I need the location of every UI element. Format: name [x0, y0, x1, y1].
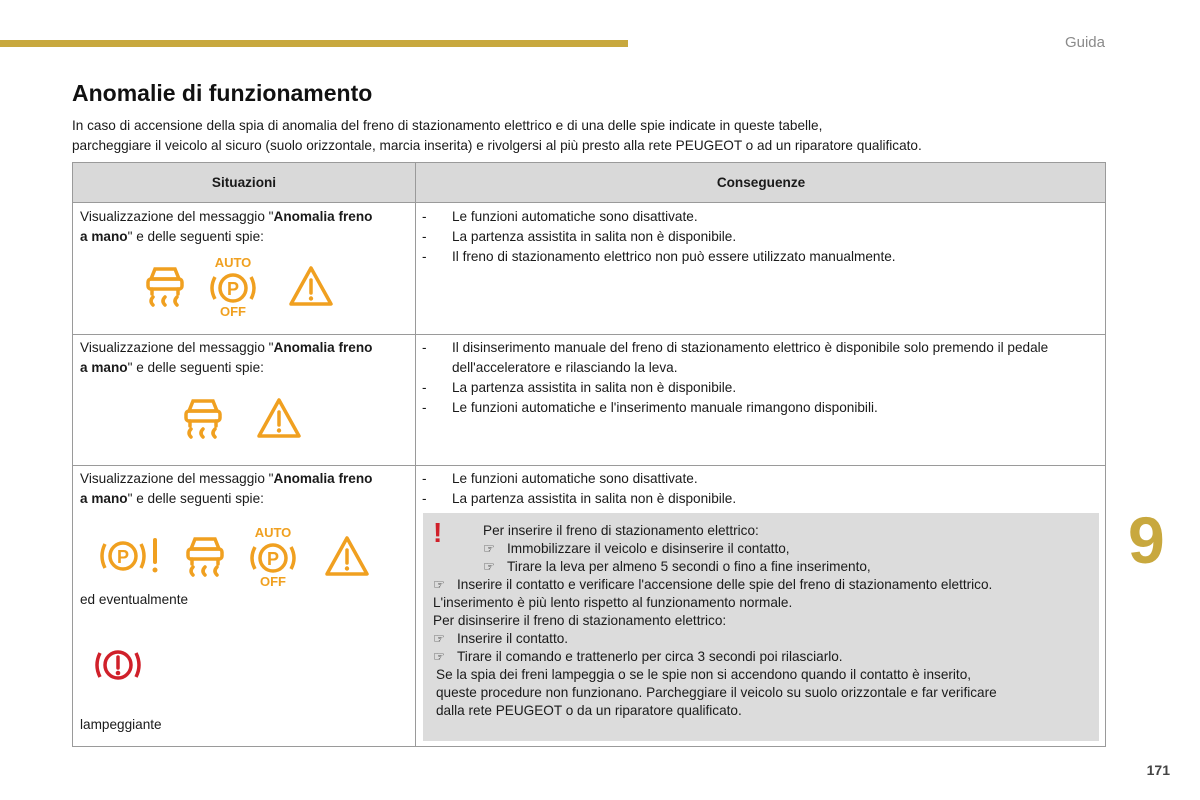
- section-label: Guida: [1064, 34, 1105, 51]
- note-step: ☞ Immobilizzare il veicolo e disinserire il contatto,: [483, 541, 790, 556]
- consequence-item: - La partenza assistita in salita non è disponibile.: [422, 227, 1086, 247]
- svg-text:OFF: OFF: [260, 574, 286, 587]
- auto-parking-brake-off-icon: [247, 525, 299, 587]
- brake-alert-light: [93, 643, 143, 687]
- note-line: L'inserimento è più lento rispetto al funzionamento normale.: [433, 595, 793, 610]
- consequence-item: - La partenza assistita in salita non è disponibile.: [422, 378, 1086, 398]
- page-title: Anomalie di funzionamento: [72, 80, 373, 106]
- table-header: [73, 163, 1105, 203]
- svg-text:OFF: OFF: [220, 304, 246, 317]
- esp-skid-icon: [181, 395, 225, 441]
- consequences-list-1: [422, 207, 1086, 267]
- warning-triangle-icon: [323, 534, 371, 578]
- header-accent-bar: [0, 40, 628, 47]
- warning-lights-row-2: [181, 395, 303, 441]
- consequence-item: - Le funzioni automatiche sono disattivate.: [422, 207, 1086, 227]
- procedure-note: [423, 513, 1099, 741]
- note-line: queste procedure non funzionano. Parcheggiare il veicolo su suolo orizzontale e far verificare: [436, 685, 997, 700]
- optional-label: ed eventualmente: [80, 592, 189, 607]
- note-step: ☞ Inserire il contatto.: [433, 631, 569, 646]
- consequence-item: - Le funzioni automatiche sono disattivate.: [422, 469, 1086, 489]
- warning-triangle-icon: [287, 264, 335, 308]
- intro-line: parcheggiare il veicolo al sicuro (suolo orizzontale, marcia inserita) e rivolgersi al più presto alla rete PEUGEOT o ad un riparatore qualificato.: [72, 138, 922, 153]
- malfunction-table: [72, 162, 1106, 747]
- consequences-list-2: [422, 338, 1086, 418]
- row-divider: [73, 334, 1105, 335]
- svg-text:AUTO: AUTO: [214, 255, 252, 270]
- note-line: Per disinserire il freno di stazionamento elettrico:: [433, 613, 727, 628]
- warning-mark-icon: !: [433, 517, 443, 548]
- auto-parking-brake-off-icon: [207, 255, 259, 317]
- page-number: 171: [1146, 762, 1170, 778]
- hand-pointer-icon: ☞: [433, 577, 446, 592]
- consequences-list-3: [422, 469, 1086, 509]
- svg-text:AUTO: AUTO: [254, 525, 292, 540]
- hand-pointer-icon: ☞: [483, 541, 496, 556]
- intro-line: In caso di accensione della spia di anomalia del freno di stazionamento elettrico e di una delle spie indicate in queste tabelle,: [72, 118, 823, 133]
- warning-lights-row-3: [99, 525, 371, 587]
- chapter-number: 9: [1128, 503, 1165, 577]
- warning-triangle-icon: [255, 396, 303, 440]
- situation-text: Visualizzazione del messaggio "Anomalia freno a mano" e delle seguenti spie:: [80, 209, 373, 244]
- warning-lights-row-1: [143, 255, 335, 317]
- header-consequences: Conseguenze: [716, 175, 806, 190]
- hand-pointer-icon: ☞: [433, 631, 446, 646]
- note-line: dalla rete PEUGEOT o da un riparatore qualificato.: [436, 703, 742, 718]
- esp-skid-icon: [183, 533, 227, 579]
- column-divider: [415, 163, 416, 746]
- row-divider: [73, 465, 1105, 466]
- consequence-item: - Le funzioni automatiche e l'inserimento manuale rimangono disponibili.: [422, 398, 1086, 418]
- esp-skid-icon: [143, 263, 187, 309]
- header-situations: Situazioni: [211, 175, 277, 190]
- note-step: ☞ Tirare la leva per almeno 5 secondi o fino a fine inserimento,: [483, 559, 871, 574]
- brake-system-alert-icon: [93, 643, 143, 687]
- intro-paragraph: [72, 116, 1132, 156]
- situation-text: Visualizzazione del messaggio "Anomalia freno a mano" e delle seguenti spie:: [80, 340, 373, 375]
- note-step: ☞ Tirare il comando e trattenerlo per circa 3 secondi poi rilasciarlo.: [433, 649, 843, 664]
- parking-brake-fault-icon: [99, 534, 163, 578]
- svg-text:P: P: [226, 279, 240, 299]
- consequence-item: - La partenza assistita in salita non è disponibile.: [422, 489, 1086, 509]
- note-line: Per inserire il freno di stazionamento elettrico:: [483, 523, 759, 538]
- consequence-item: - Il disinserimento manuale del freno di stazionamento elettrico è disponibile solo premendo il pedale dell'acceleratore e rilasciando la leva.: [422, 338, 1086, 378]
- consequence-item: - Il freno di stazionamento elettrico non può essere utilizzato manualmente.: [422, 247, 1086, 267]
- hand-pointer-icon: ☞: [433, 649, 446, 664]
- situation-text: Visualizzazione del messaggio "Anomalia freno a mano" e delle seguenti spie:: [80, 471, 373, 506]
- hand-pointer-icon: ☞: [483, 559, 496, 574]
- flashing-label: lampeggiante: [80, 717, 162, 732]
- note-line: Se la spia dei freni lampeggia o se le spie non si accendono quando il contatto è inserito,: [436, 667, 972, 682]
- svg-text:P: P: [116, 547, 130, 567]
- note-step: ☞ Inserire il contatto e verificare l'accensione delle spie del freno di stazionamento elettrico.: [433, 577, 993, 592]
- svg-text:P: P: [266, 549, 280, 569]
